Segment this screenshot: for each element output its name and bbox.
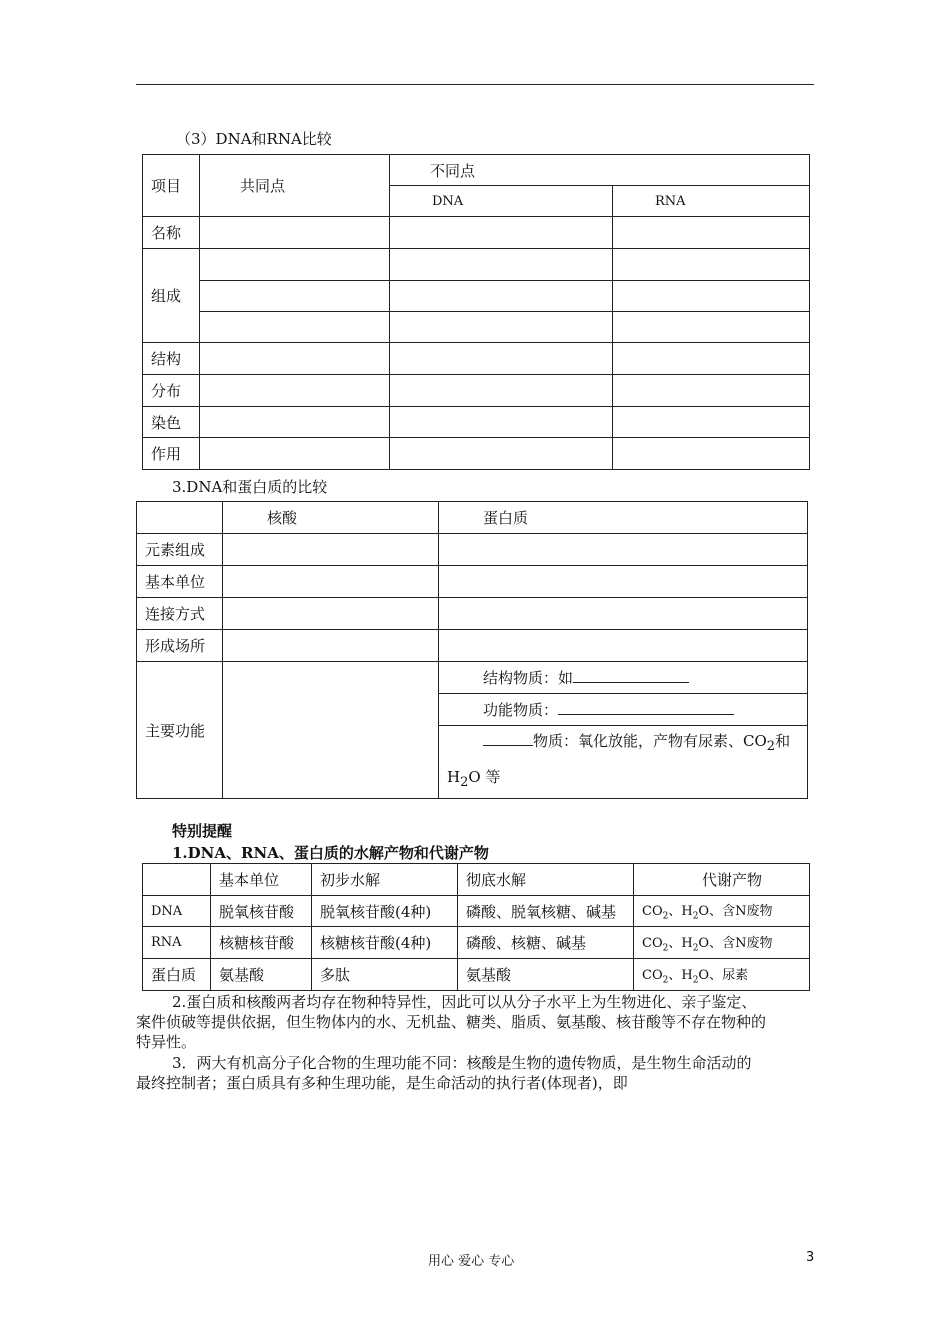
table-cell <box>200 407 390 438</box>
table-cell <box>223 630 439 662</box>
table-cell <box>439 534 808 566</box>
subscript: 2 <box>460 775 469 790</box>
table-row <box>143 896 810 927</box>
header-rna: RNA <box>613 186 810 217</box>
table-cell <box>613 343 810 375</box>
hydrolysis-products-table <box>142 863 810 991</box>
table-cell <box>200 312 390 343</box>
table-cell <box>439 566 808 598</box>
table-cell <box>390 343 613 375</box>
table-cell <box>613 312 810 343</box>
row-label: 连接方式 <box>137 598 223 630</box>
page-number: 3 <box>806 1250 815 1265</box>
function-functional-label: 功能物质： <box>483 701 559 719</box>
paragraph-line: 案件侦破等提供依据，但生物体内的水、无机盐、糖类、脂质、氨基酸、核苷酸等不存在物种的 <box>136 1013 767 1031</box>
footer-slogan: 用心 爱心 专心 <box>428 1254 515 1269</box>
row-label: RNA <box>143 927 211 959</box>
row-label: DNA <box>143 896 211 927</box>
table-cell <box>223 566 439 598</box>
table-cell <box>200 375 390 407</box>
table-cell <box>613 407 810 438</box>
table-cell: 脱氧核苷酸 <box>211 896 312 927</box>
table-cell <box>200 217 390 249</box>
row-label: 作用 <box>143 438 200 470</box>
metab-text: CO <box>642 904 663 920</box>
paragraph-line: 3．两大有机高分子化合物的生理功能不同：核酸是生物的遗传物质，是生物生命活动的 <box>172 1054 752 1072</box>
table-cell <box>223 662 439 799</box>
table-cell <box>390 407 613 438</box>
dna-protein-comparison-table <box>136 501 808 799</box>
table-cell <box>200 249 390 281</box>
header-item: 项目 <box>143 155 200 217</box>
function-energy-l2a: H <box>447 768 461 786</box>
metab-text: CO <box>642 935 663 951</box>
row-label: 组成 <box>143 249 200 343</box>
table-cell <box>390 375 613 407</box>
metab-text: O、尿素 <box>698 967 749 983</box>
section-heading-dna-protein: 3.DNA和蛋白质的比较 <box>172 478 328 496</box>
paragraph-line: 最终控制者；蛋白质具有多种生理功能，是生命活动的执行者(体现者)，即 <box>136 1074 628 1092</box>
table-cell: 核糖核苷酸(4种) <box>312 927 458 959</box>
column-header: 彻底水解 <box>458 864 634 896</box>
table-cell <box>390 438 613 470</box>
metab-text: O、含N废物 <box>698 904 773 920</box>
table-cell: 核糖核苷酸 <box>211 927 312 959</box>
table-cell <box>613 375 810 407</box>
header-protein: 蛋白质 <box>439 502 808 534</box>
blank-underline <box>573 668 689 683</box>
table-cell: 多肽 <box>312 959 458 991</box>
table-cell <box>390 249 613 281</box>
header-dna: DNA <box>390 186 613 217</box>
table-cell <box>200 343 390 375</box>
column-header: 基本单位 <box>211 864 312 896</box>
blank-underline <box>558 700 734 715</box>
table-cell: 磷酸、脱氧核糖、碱基 <box>458 896 634 927</box>
function-energy-cell <box>439 726 808 799</box>
row-label: 结构 <box>143 343 200 375</box>
metab-text: 、H <box>668 967 693 983</box>
header-rule <box>136 84 814 85</box>
header-different: 不同点 <box>390 155 810 186</box>
table-cell <box>200 438 390 470</box>
table-cell <box>613 281 810 312</box>
table-cell <box>390 217 613 249</box>
column-header: 代谢产物 <box>634 864 810 896</box>
table-cell: 氨基酸 <box>458 959 634 991</box>
table-cell <box>390 312 613 343</box>
paragraph-line: 特异性。 <box>136 1033 197 1051</box>
dna-rna-comparison-table <box>142 154 810 470</box>
row-label: 蛋白质 <box>143 959 211 991</box>
blank-underline <box>483 731 533 746</box>
table-cell <box>439 630 808 662</box>
metab-text: CO <box>642 967 663 983</box>
function-energy-end: 和 <box>775 732 791 750</box>
function-structural-label: 结构物质：如 <box>483 669 574 687</box>
function-structural-cell <box>439 662 808 694</box>
paragraph-2 <box>136 992 816 1052</box>
column-header: 初步水解 <box>312 864 458 896</box>
table-cell: 磷酸、核糖、碱基 <box>458 927 634 959</box>
table-row <box>143 927 810 959</box>
row-label: 基本单位 <box>137 566 223 598</box>
function-energy-text: 物质：氧化放能，产物有尿素、CO <box>533 732 767 750</box>
table-cell: $CO_2$、$H_2O$、含N废物 <box>634 927 810 959</box>
table-cell <box>613 438 810 470</box>
section-heading-dna-rna: （3）DNA和RNA比较 <box>176 130 332 148</box>
special-note-heading: 特别提醒 <box>172 822 233 840</box>
metab-text: O、含N废物 <box>698 935 773 951</box>
metab-text: 、H <box>668 935 693 951</box>
table-cell <box>613 217 810 249</box>
table-cell <box>143 864 211 896</box>
paragraph-3 <box>136 1053 816 1093</box>
table-cell: $CO_2$、$H_2O$、含N废物 <box>634 896 810 927</box>
header-nucleic-acid: 核酸 <box>223 502 439 534</box>
table-cell <box>137 502 223 534</box>
row-label: 染色 <box>143 407 200 438</box>
table-cell <box>200 281 390 312</box>
header-common: 共同点 <box>200 155 390 217</box>
table-cell <box>613 249 810 281</box>
function-functional-cell <box>439 694 808 726</box>
table-cell <box>223 534 439 566</box>
row-label: 分布 <box>143 375 200 407</box>
row-label-main-function: 主要功能 <box>137 662 223 799</box>
row-label: 元素组成 <box>137 534 223 566</box>
table-cell <box>439 598 808 630</box>
row-label: 名称 <box>143 217 200 249</box>
table-row <box>143 959 810 991</box>
paragraph-line: 2.蛋白质和核酸两者均存在物种特异性，因此可以从分子水平上为生物进化、亲子鉴定、 <box>172 993 757 1011</box>
table-cell: 脱氧核苷酸(4种) <box>312 896 458 927</box>
table-cell: $CO_2$、$H_2O$、尿素 <box>634 959 810 991</box>
row-label: 形成场所 <box>137 630 223 662</box>
table-cell <box>223 598 439 630</box>
table-cell <box>390 281 613 312</box>
subscript: 2 <box>766 739 776 754</box>
function-energy-l2b: O 等 <box>468 768 501 786</box>
metab-text: 、H <box>668 904 693 920</box>
note1-heading: 1.DNA、RNA、蛋白质的水解产物和代谢产物 <box>172 844 489 862</box>
table-cell: 氨基酸 <box>211 959 312 991</box>
